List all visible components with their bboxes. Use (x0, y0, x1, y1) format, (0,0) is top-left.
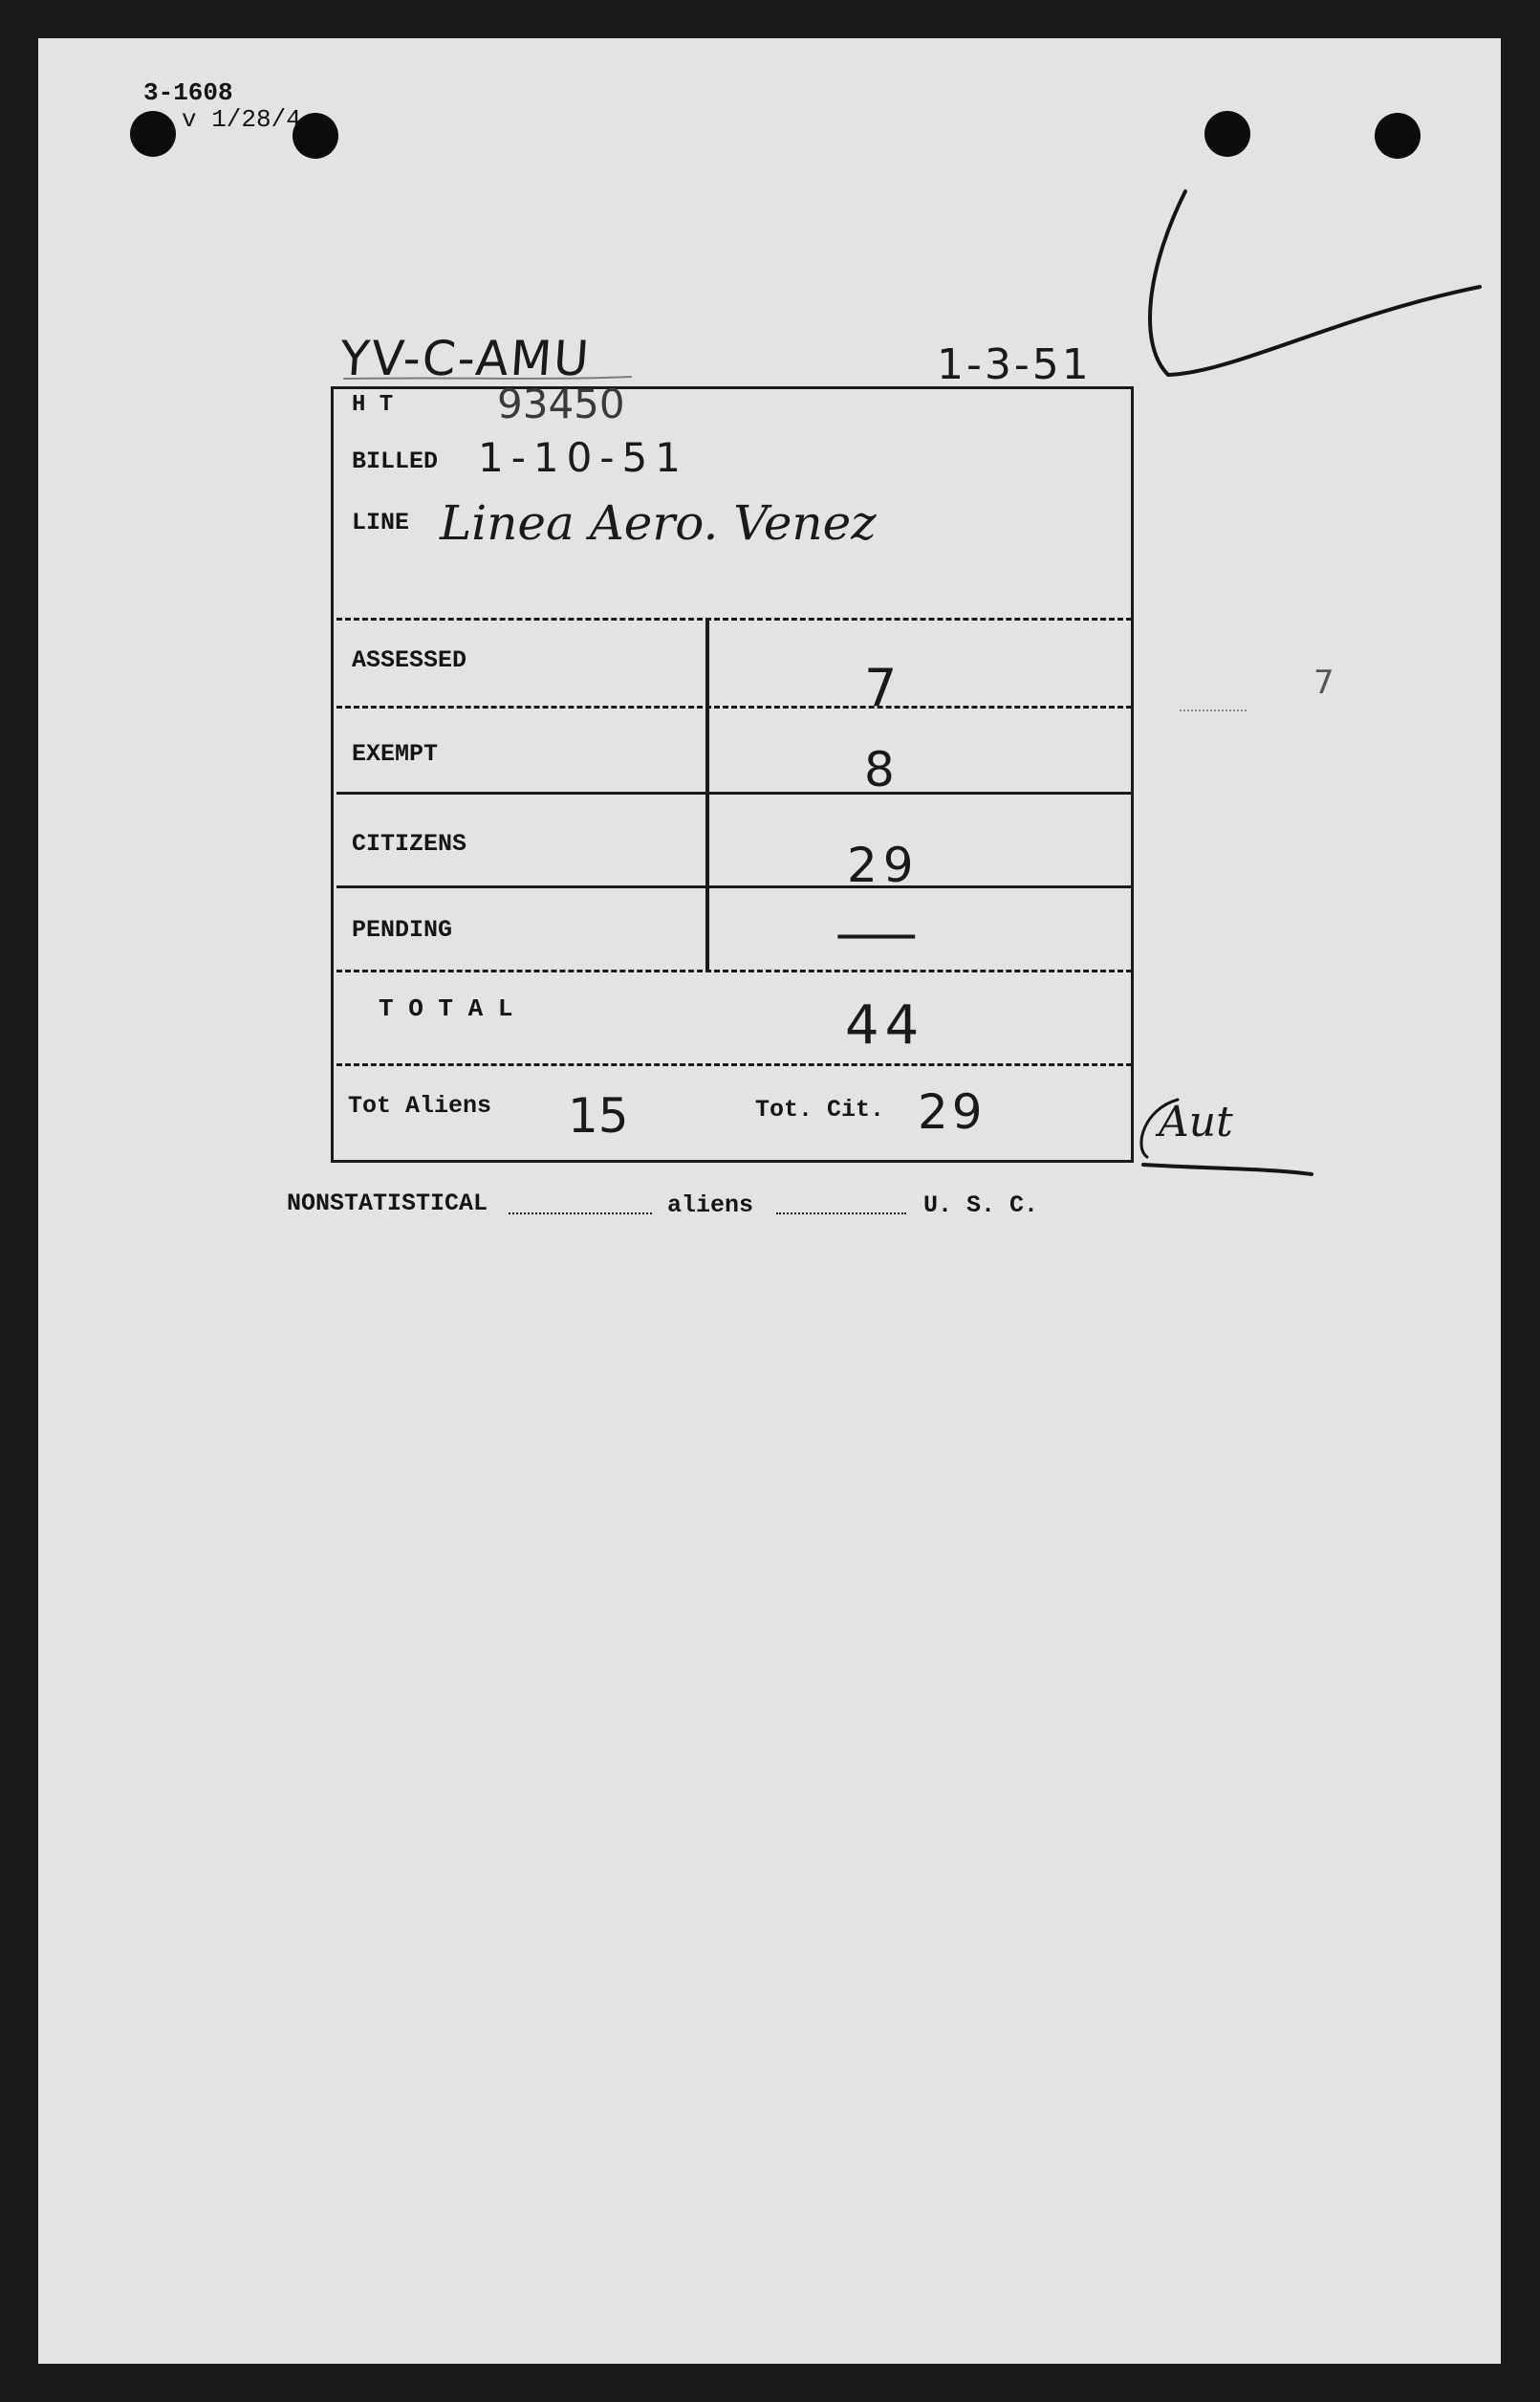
citizens-label: CITIZENS (352, 830, 467, 858)
tot-cit-value: 29 (918, 1084, 987, 1140)
total-value: 44 (845, 994, 925, 1057)
ht-value: 93450 (497, 381, 625, 427)
record-date: 1-3-51 (937, 340, 1092, 389)
citizens-value: 29 (847, 838, 920, 893)
line-value: Linea Aero. Venez (440, 495, 877, 551)
exempt-value: 8 (864, 742, 895, 797)
total-label: T O T A L (379, 994, 513, 1023)
ht-label: H T (352, 392, 394, 418)
pending-label: PENDING (352, 916, 453, 944)
billed-label: BILLED (352, 448, 439, 475)
tot-aliens-value: 15 (568, 1088, 629, 1144)
assessed-label: ASSESSED (352, 646, 467, 674)
aircraft-registration: YV-C-AMU (337, 331, 593, 386)
registration-underline-stroke (344, 377, 631, 379)
reviewer-initials: Aut (1159, 1098, 1233, 1146)
usc-label: U. S. C. (923, 1191, 1039, 1219)
billed-value: 1-10-51 (478, 434, 688, 481)
pending-value: — (834, 903, 920, 965)
assessed-value: 7 (864, 658, 898, 718)
initials-loop-stroke (1141, 1100, 1178, 1157)
initials-underline-stroke (1143, 1165, 1312, 1174)
tot-cit-label: Tot. Cit. (755, 1096, 885, 1124)
margin-mark: 7 (1313, 664, 1334, 702)
aliens-label: aliens (667, 1191, 754, 1219)
tot-aliens-label: Tot Aliens (348, 1092, 492, 1120)
check-mark-stroke (1150, 191, 1480, 375)
form-revision: v 1/28/4 (182, 105, 301, 134)
exempt-label: EXEMPT (352, 740, 439, 768)
line-label: LINE (352, 509, 410, 536)
form-code: 3-1608 (143, 78, 233, 107)
nonstatistical-label: NONSTATISTICAL (287, 1190, 488, 1217)
